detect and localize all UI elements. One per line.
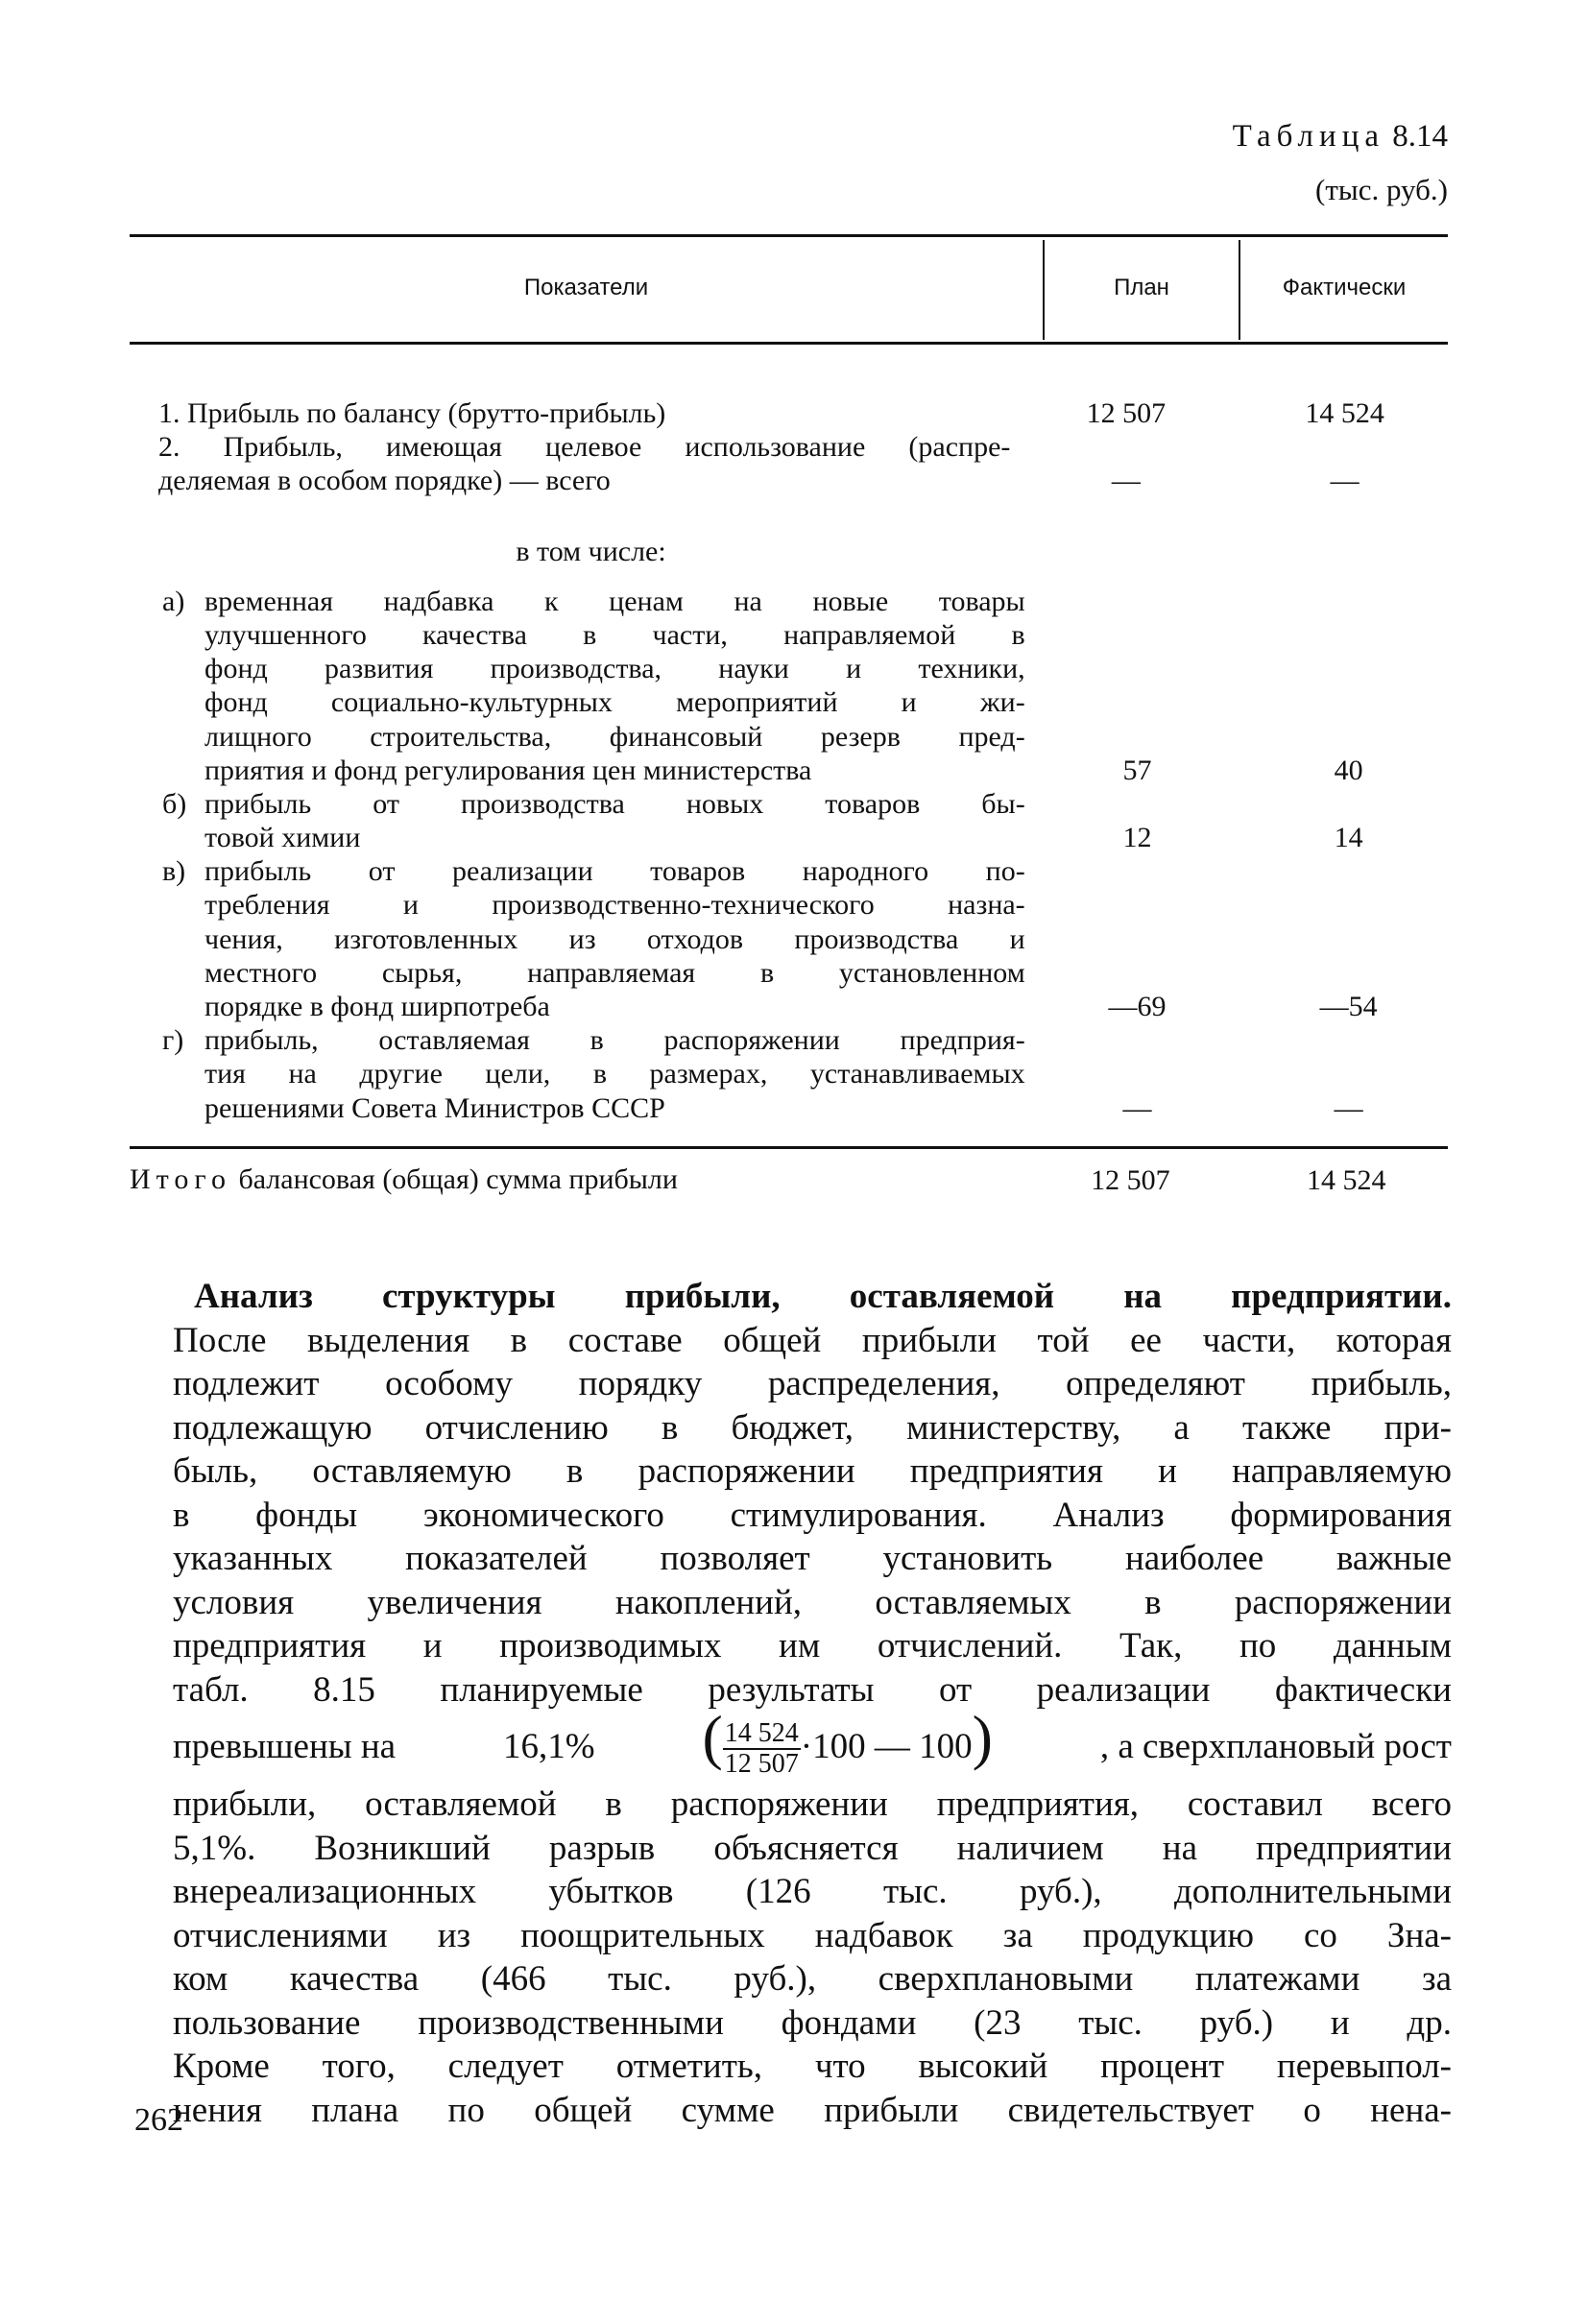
table-header-rule bbox=[130, 342, 1448, 345]
row-text-line: 1. Прибыль по балансу (брутто-прибыль) bbox=[158, 397, 666, 430]
row-text-line: приятия и фонд регулирования цен министерства bbox=[205, 754, 812, 786]
text-line: быль, оставляемую в распоряжении предприятия и направляемую bbox=[173, 1451, 1452, 1491]
row-fact: 14 bbox=[1334, 822, 1363, 854]
row-plan: 12 bbox=[1122, 822, 1152, 854]
fraction-numerator: 14 524 bbox=[724, 1718, 799, 1749]
total-label-text: балансовая (общая) сумма прибыли bbox=[238, 1163, 678, 1195]
row-text-line: а) временная надбавка к ценам на новые товары bbox=[162, 585, 1025, 617]
row-plan: — bbox=[1111, 465, 1141, 497]
text-line: После выделения в составе общей прибыли той ее части, которая bbox=[173, 1320, 1452, 1360]
row-plan: —69 bbox=[1108, 991, 1167, 1022]
row-plan: 57 bbox=[1122, 754, 1152, 786]
table-top-rule bbox=[130, 234, 1448, 237]
row-letter: б) bbox=[162, 787, 187, 820]
text-line: предприятия и производимых им отчислений. Так, по данным bbox=[173, 1626, 1452, 1665]
row-text-line: улучшенного качества в части, направляемой в bbox=[205, 618, 1025, 651]
table-row bbox=[158, 854, 1448, 1023]
row-text-line: решениями Совета Министров СССР bbox=[205, 1091, 665, 1124]
row-text-line: тия на другие цели, в размерах, устанавливаемых bbox=[205, 1058, 1025, 1090]
row-text-line: г) прибыль, оставляемая в распоряжении предприя- bbox=[162, 1024, 1025, 1057]
row-fact: — bbox=[1334, 1091, 1363, 1124]
row-text-line: в) прибыль от реализации товаров народного по- bbox=[162, 855, 1025, 888]
row-label bbox=[158, 1023, 1025, 1125]
table-number: 8.14 bbox=[1392, 119, 1448, 154]
text-line: Кроме того, следует отметить, что высокий процент перевыпол- bbox=[173, 2047, 1452, 2086]
fraction bbox=[723, 1719, 801, 1779]
table-caption-word: Таблица bbox=[1232, 119, 1384, 154]
row-text-line: фонд развития производства, науки и техники, bbox=[205, 653, 1025, 685]
table-unit: (тыс. руб.) bbox=[1315, 173, 1448, 206]
total-plan: 12 507 bbox=[1091, 1164, 1170, 1196]
paragraph-part bbox=[173, 1319, 1452, 1713]
text-line: пользование производственными фондами (23 тыс. руб.) и др. bbox=[173, 2002, 1452, 2043]
row-letter: г) bbox=[162, 1024, 184, 1057]
table-row bbox=[158, 585, 1448, 787]
paragraph-part bbox=[173, 1783, 1452, 2132]
row-fact: —54 bbox=[1319, 991, 1378, 1022]
total-label-spaced: Итого bbox=[130, 1163, 231, 1195]
row-text-line: лищного строительства, финансовый резерв пред- bbox=[205, 720, 1025, 753]
row-label bbox=[158, 396, 1010, 430]
table-row bbox=[158, 396, 1448, 430]
text-line: указанных показателей позволяет установить наиболее важные bbox=[173, 1539, 1452, 1578]
row-fact: 14 524 bbox=[1305, 397, 1384, 429]
table-total-rule bbox=[130, 1146, 1448, 1149]
body-text bbox=[173, 1275, 1452, 2132]
subheading: в том числе: bbox=[516, 535, 666, 567]
row-text-line: фонд социально-культурных мероприятий и жи- bbox=[205, 686, 1025, 719]
row-text-line: б) прибыль от производства новых товаров бы- bbox=[162, 787, 1025, 820]
row-label bbox=[158, 854, 1025, 1023]
text-line: нения плана по общей сумме прибыли свидетельствует о нена- bbox=[173, 2090, 1452, 2130]
row-label bbox=[158, 585, 1025, 787]
text-line: прибыли, оставляемой в распоряжении предприятия, составил всего bbox=[173, 1785, 1452, 1824]
text-line: табл. 8.15 планируемые результаты от реализации фактически bbox=[173, 1669, 1452, 1710]
table-body bbox=[158, 396, 1448, 1125]
formula-line bbox=[173, 1702, 1452, 1783]
formula-rest: ·100 — 100 bbox=[800, 1726, 973, 1766]
text-line: подлежащую отчислению в бюджет, министерству, а также при- bbox=[173, 1407, 1452, 1448]
table-row bbox=[158, 787, 1448, 854]
header-indicator: Показатели bbox=[523, 275, 649, 300]
row-label bbox=[158, 787, 1025, 854]
section-heading: Анализ структуры прибыли, оставляемой на предприятии. bbox=[194, 1277, 1452, 1316]
row-letter: в) bbox=[162, 855, 186, 888]
table-row bbox=[158, 430, 1448, 497]
formula-percent: 16,1% bbox=[503, 1727, 595, 1767]
row-text-line: порядке в фонд ширпотреба bbox=[205, 991, 550, 1023]
header-fact: Фактически bbox=[1282, 275, 1407, 300]
table-total-row bbox=[130, 1163, 1448, 1197]
row-text-line: местного сырья, направляемая в установленном bbox=[205, 956, 1025, 989]
row-plan: 12 507 bbox=[1086, 397, 1167, 429]
row-plan: — bbox=[1122, 1091, 1152, 1124]
formula-expression: ( $\frac{14 524}{12 507}$ ·100 — 100) bbox=[702, 1702, 993, 1780]
row-letter: а) bbox=[162, 585, 185, 617]
total-label bbox=[130, 1163, 1016, 1197]
fraction-denominator: 12 507 bbox=[724, 1749, 799, 1780]
header-plan: План bbox=[1114, 275, 1169, 300]
formula-pre: превышены на bbox=[173, 1727, 397, 1767]
text-line: подлежит особому порядку распределения, определяют прибыль, bbox=[173, 1364, 1452, 1403]
text-line: внереализационных убытков (126 тыс. руб.), дополнительными bbox=[173, 1872, 1452, 1911]
row-text-line: 2. Прибыль, имеющая целевое использование (распре- bbox=[158, 431, 1011, 464]
text-line: условия увеличения накоплений, оставляемых в распоряжении bbox=[173, 1582, 1452, 1622]
row-text-line: требления и производственно-технического назна- bbox=[205, 889, 1025, 922]
page-number: 262 bbox=[134, 2102, 183, 2138]
table-row bbox=[158, 1023, 1448, 1125]
text-line: отчислениями из поощрительных надбавок за продукцию со Зна- bbox=[173, 1915, 1452, 1955]
row-label bbox=[158, 430, 1010, 497]
total-fact: 14 524 bbox=[1306, 1164, 1386, 1196]
formula-post: , а сверхплановый рост bbox=[1099, 1727, 1452, 1767]
text-line: 5,1%. Возникший разрыв объясняется наличием на предприятии bbox=[173, 1828, 1452, 1868]
row-fact: — bbox=[1330, 465, 1359, 497]
text-line: ком качества (466 тыс. руб.), сверхплановыми платежами за bbox=[173, 1959, 1452, 1999]
row-fact: 40 bbox=[1334, 754, 1363, 786]
text-line: в фонды экономического стимулирования. Анализ формирования bbox=[173, 1495, 1452, 1535]
row-text-line: товой химии bbox=[205, 822, 361, 854]
row-text-line: чения, изготовленных из отходов производства и bbox=[205, 922, 1025, 955]
row-text-line: деляемая в особом порядке) — всего bbox=[158, 465, 611, 497]
table-caption bbox=[1233, 119, 1448, 155]
